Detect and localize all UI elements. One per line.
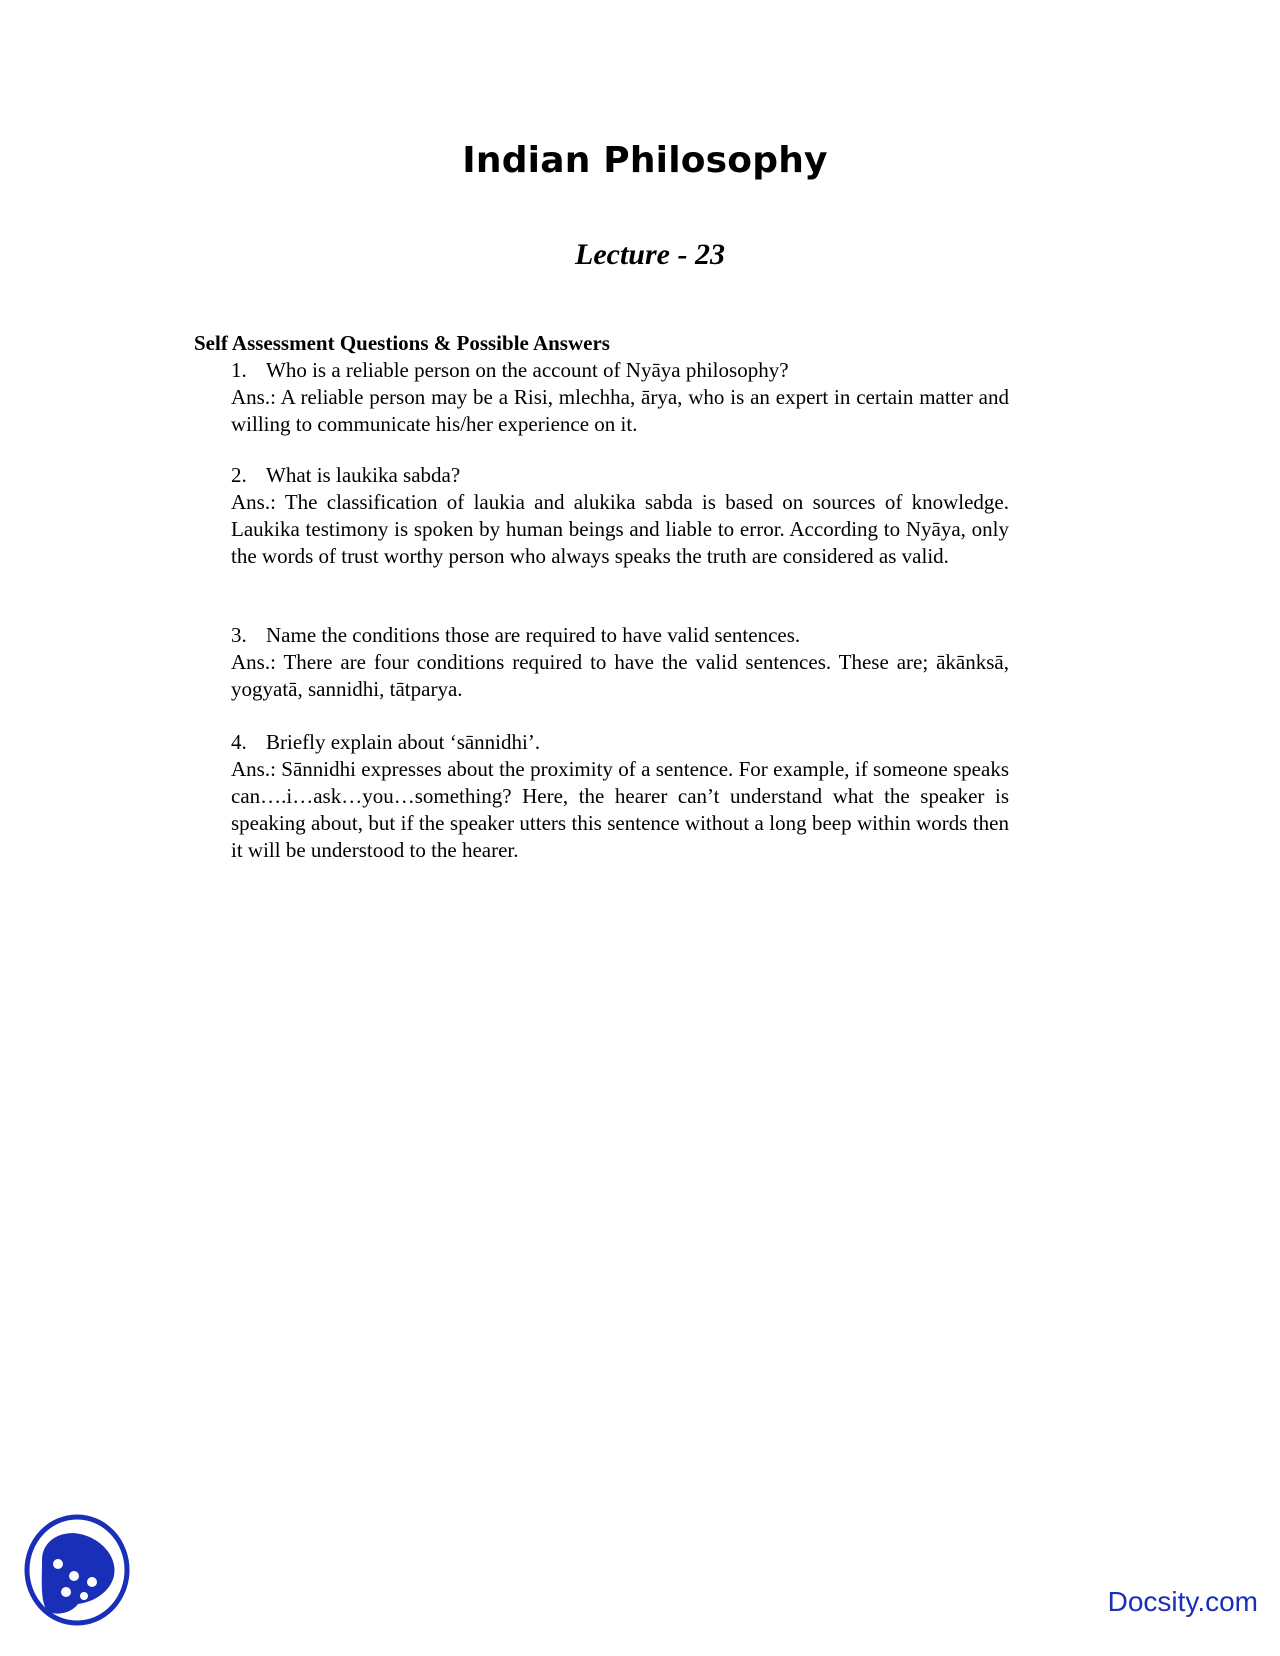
- question-number: 4.: [231, 730, 247, 754]
- question-2: [231, 462, 1009, 489]
- qa-item-4: [231, 729, 1009, 864]
- docsity-brand[interactable]: Docsity.com: [1107, 1586, 1258, 1617]
- question-1: [231, 357, 1009, 384]
- section-heading: Self Assessment Questions & Possible Answers: [194, 331, 610, 355]
- page-title: Indian Philosophy: [462, 140, 828, 181]
- question-text: Briefly explain about ‘sānnidhi’.: [266, 730, 541, 754]
- answer-1: Ans.: A reliable person may be a Risi, mlechha, ārya, who is an expert in certain matter and willing to communicate his/her experience on it.: [231, 385, 1009, 436]
- question-text: Who is a reliable person on the account of Nyāya philosophy?: [266, 358, 789, 382]
- qa-item-2: [231, 462, 1009, 570]
- lecture-subtitle: Lecture - 23: [575, 238, 725, 271]
- question-number: 2.: [231, 463, 247, 487]
- answer-2: Ans.: The classification of laukia and alukika sabda is based on sources of knowledge. Laukika testimony is spoken by human beings and liable to error. According to Nyāya, only the words of trust worthy person who always speaks the truth are considered as valid.: [231, 490, 1009, 568]
- question-number: 3.: [231, 623, 247, 647]
- docsity-logo-icon[interactable]: [22, 1512, 132, 1628]
- qa-item-3: [231, 622, 1009, 703]
- question-text: What is laukika sabda?: [266, 463, 461, 487]
- question-4: [231, 729, 1009, 756]
- question-text: Name the conditions those are required to have valid sentences.: [266, 623, 801, 647]
- qa-item-1: [231, 357, 1009, 438]
- question-3: [231, 622, 1009, 649]
- answer-4: Ans.: Sānnidhi expresses about the proximity of a sentence. For example, if someone speaks can….i…ask…you…something? Here, the hearer can’t understand what the speaker is speaking about, but if the speaker utters this sentence without a long beep within words then it will be understood to the hearer.: [231, 757, 1009, 862]
- answer-3: Ans.: There are four conditions required to have the valid sentences. These are; ākānksā, yogyatā, sannidhi, tātparya.: [231, 650, 1009, 701]
- question-number: 1.: [231, 358, 247, 382]
